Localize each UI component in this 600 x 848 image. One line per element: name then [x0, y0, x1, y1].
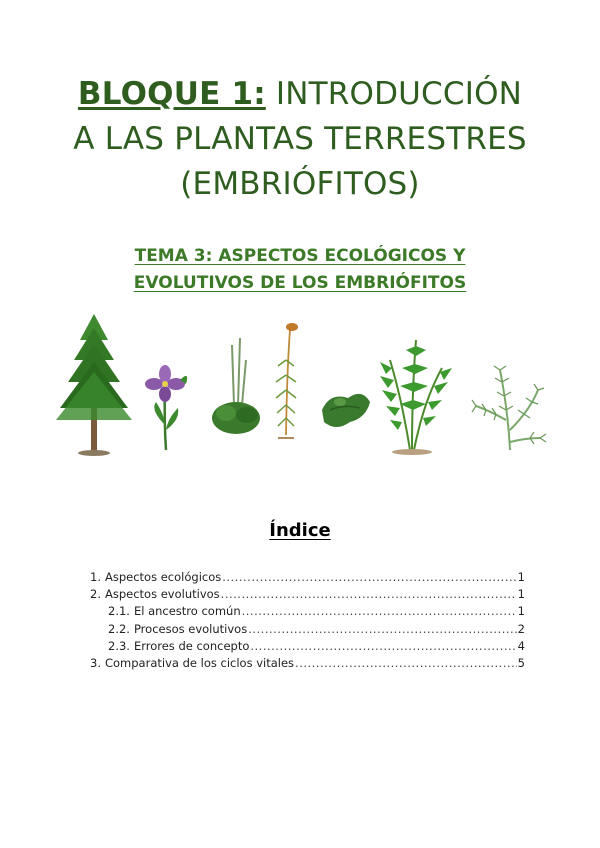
toc-leader — [248, 622, 516, 636]
toc-label: Aspectos evolutivos — [104, 587, 220, 602]
subtitle-line1: TEMA 3: ASPECTOS ECOLÓGICOS Y — [134, 246, 466, 266]
toc-label: Comparativa de los ciclos vitales — [104, 655, 295, 670]
toc-entry-2-2[interactable] — [90, 622, 525, 639]
toc-page: 2 — [517, 621, 525, 636]
title-line2: A LAS PLANTAS TERRESTRES — [73, 121, 527, 157]
fern-icon — [380, 340, 452, 455]
toc-page: 5 — [517, 655, 525, 670]
toc-leader — [221, 587, 517, 601]
toc-label: El ancestro común — [133, 604, 241, 619]
toc-entry-3[interactable] — [90, 656, 525, 673]
toc-leader — [222, 570, 516, 584]
index-heading: Índice — [269, 520, 331, 541]
toc-label: Aspectos ecológicos — [104, 570, 222, 584]
toc-number: 1. — [90, 570, 101, 584]
conifer-icon — [56, 314, 132, 456]
toc-leader — [295, 656, 517, 670]
clubmoss-icon — [472, 366, 546, 450]
liverwort-icon — [322, 394, 370, 427]
toc-label: Errores de concepto — [133, 638, 250, 653]
toc-page: 1 — [517, 587, 525, 602]
toc-leader — [250, 639, 516, 653]
toc-number: 3. — [90, 655, 101, 670]
table-of-contents — [90, 570, 525, 673]
toc-number: 2.3. — [108, 638, 130, 653]
plant-illustrations — [40, 310, 560, 460]
hornwort-icon — [212, 338, 260, 434]
title-block-label: BLOQUE 1: — [77, 76, 266, 112]
toc-page: 4 — [517, 638, 525, 653]
toc-number: 2. — [90, 587, 101, 602]
toc-number: 2.2. — [108, 621, 130, 636]
toc-page: 1 — [517, 604, 525, 619]
main-title — [0, 72, 600, 207]
topic-subtitle — [0, 243, 600, 297]
flower-icon — [145, 365, 187, 450]
title-line3: (EMBRIÓFITOS) — [180, 166, 420, 202]
title-line1: INTRODUCCIÓN — [265, 76, 523, 112]
toc-number: 2.1. — [108, 604, 130, 619]
toc-entry-2-1[interactable] — [90, 604, 525, 621]
moss-sporophyte-icon — [276, 323, 298, 438]
toc-entry-2[interactable] — [90, 587, 525, 604]
toc-label: Procesos evolutivos — [133, 621, 248, 636]
toc-entry-1[interactable] — [90, 570, 525, 587]
toc-page: 1 — [517, 570, 525, 584]
subtitle-line2: EVOLUTIVOS DE LOS EMBRIÓFITOS — [133, 273, 467, 293]
toc-leader — [242, 604, 517, 618]
toc-entry-2-3[interactable] — [90, 639, 525, 656]
